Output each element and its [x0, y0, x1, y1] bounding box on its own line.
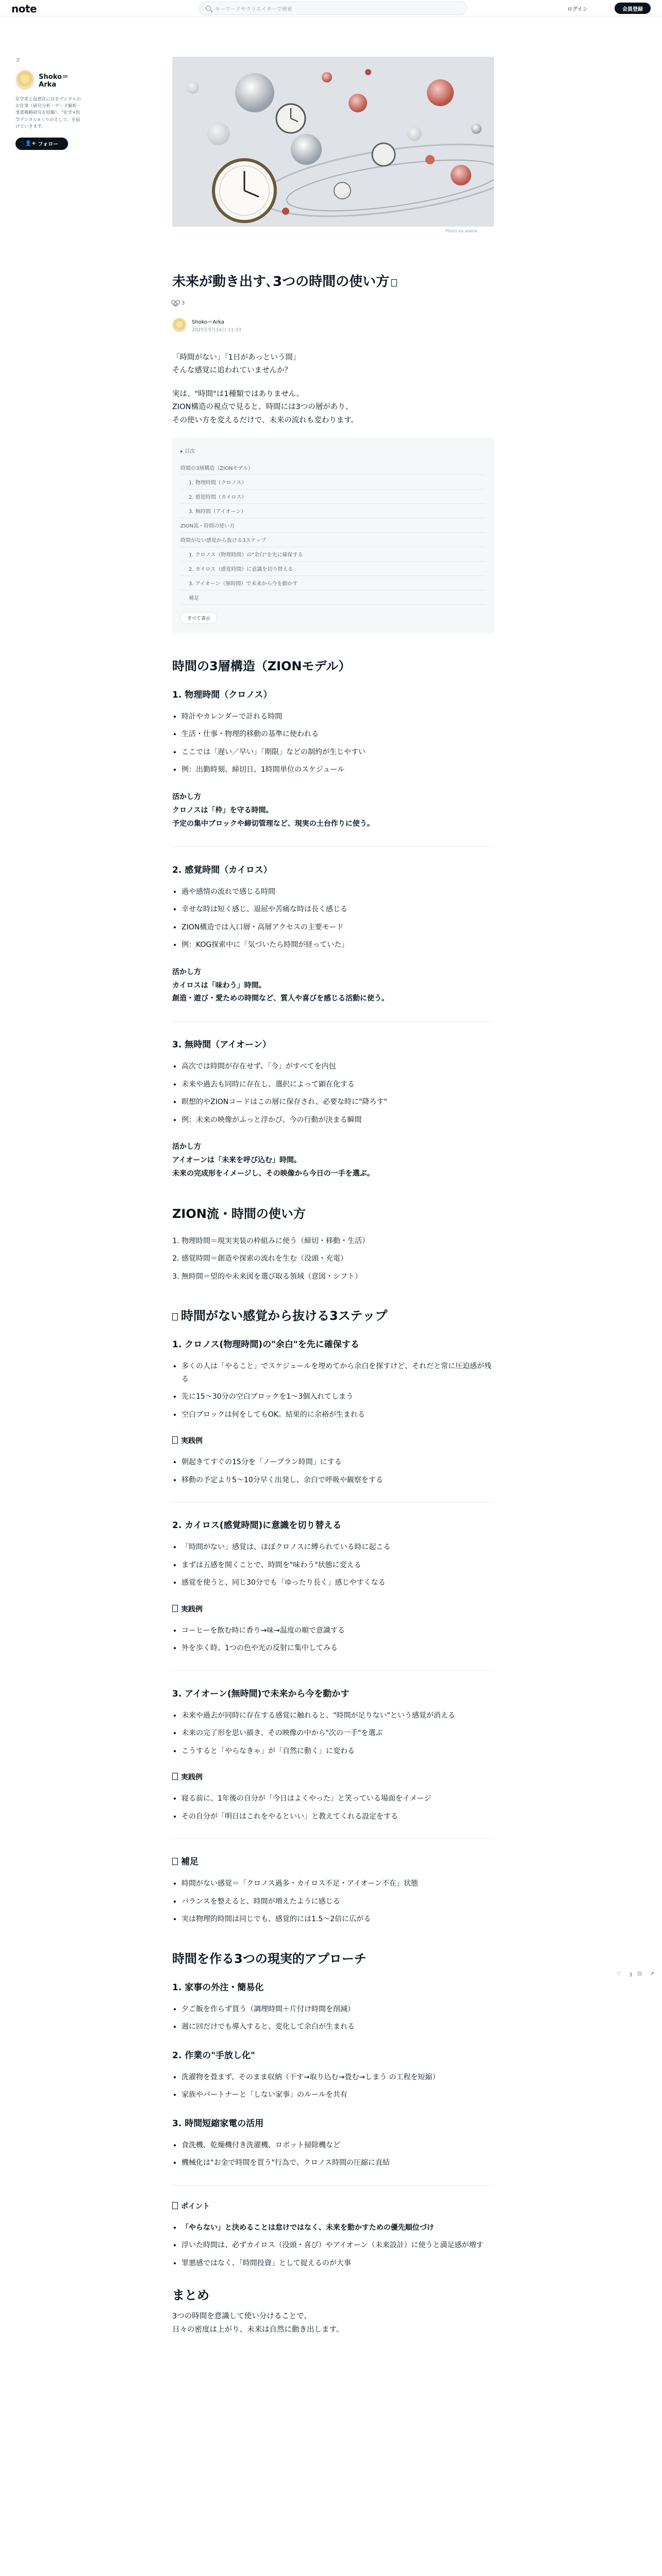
- example-label: 実践例: [181, 1437, 203, 1446]
- author-bio: 化学系と仮想化に目をデジタルのお仕事（研究分析・データ解析・事業戦略研究を経験）。"化学×医学デジタル×くりかえしで、を届けていきます。: [15, 97, 81, 129]
- list-item: • 食洗機、乾燥機付き洗濯機、ロボット掃除機など: [181, 2139, 494, 2152]
- follow-button[interactable]: [15, 138, 68, 150]
- list-item: • 例：未来の映像がふっと浮かび、今の行動が決まる瞬間: [181, 1114, 494, 1127]
- list-item: • 機械化は"お金で時間を買う"行為で、クロノス時間の圧縮に直結: [181, 2157, 494, 2170]
- list-item: • 洗濯物を畳まず、そのまま収納（干す→取り込む→畳む→しまう の工程を短縮）: [181, 2071, 494, 2084]
- list-item: • 瞑想的やZIONコードはこの層に保存され、必要な時に"降ろす": [181, 1096, 494, 1109]
- list-item: • バランスを整えると、時間が増えたように感じる: [181, 1895, 494, 1908]
- list-item: • まずは五感を開くことで、時間を"味わう"状態に変える: [181, 1559, 494, 1572]
- article-title-text: 未来が動き出す､3つの時間の使い方: [172, 274, 390, 290]
- photo-credit[interactable]: Photo by elaine: [445, 229, 477, 233]
- bullet-list: [181, 886, 494, 952]
- toc-item[interactable]: 補足: [180, 590, 486, 605]
- intro-paragraph-2: 実は、"時間"は1種類ではありません。 ZION構造の視点で見ると、時間には3つの層があり、 その使い方を変えるだけで、未来の流れも変わります。: [172, 389, 359, 425]
- byline-avatar[interactable]: [172, 318, 187, 332]
- list-item: • 未来や過去も同時に存在し、選択によって顕在化する: [181, 1078, 494, 1091]
- heart-icon[interactable]: ♡: [617, 1971, 621, 1977]
- list-item: • 多くの人は「やること」でスケジュールを埋めてから余白を探すけど、それだと常に圧迫感が残る: [181, 1360, 494, 1385]
- article: [172, 273, 494, 2347]
- author-name[interactable]: Shoko＝Arka: [39, 73, 69, 89]
- list-item: • ここでは「遅い／早い」「期限」などの制約が生じやすい: [181, 746, 494, 759]
- toc-item[interactable]: 3. アイオーン（無時間）で未来から今を動かす: [180, 576, 486, 590]
- search-input[interactable]: キーワードやクリエイターで検索: [215, 6, 292, 12]
- list-item-text: 「やらない」と決めることは怠けではなく、未来を動かすための優先順位づけ: [181, 2223, 434, 2232]
- subsection-heading: 3. 時間短縮家電の活用: [172, 2118, 264, 2129]
- note-logo[interactable]: note: [11, 3, 37, 15]
- section-heading-text: 時間がない感覚から抜ける3ステップ: [181, 1309, 388, 1324]
- byline-date: 2025年5月14日 11:33: [192, 328, 241, 333]
- list-item: • 「時間がない」感覚は、ほぼクロノスに縛られている時に起こる: [181, 1541, 494, 1554]
- list-item: • コーヒーを飲む時に香り→味→温度の順で意識する: [181, 1624, 494, 1637]
- top-header: [0, 0, 662, 16]
- subsection-heading: 3. アイオーン(無時間)で未来から今を動かす: [172, 1688, 350, 1699]
- howto-block: 活かし方 アイオーンは「未来を呼び込む」時間。 未来の完成形をイメージし、その映像から今日の一手を選ぶ。: [172, 1143, 374, 1178]
- point-heading: [172, 2201, 494, 2211]
- byline[interactable]: [172, 317, 494, 333]
- example-heading: [172, 1604, 494, 1614]
- divider: [172, 1021, 494, 1022]
- heart-icon[interactable]: [172, 300, 178, 306]
- follow-label: フォロー: [38, 142, 59, 148]
- bullet-list: [181, 2003, 494, 2033]
- divider: [172, 846, 494, 847]
- howto-block: 活かし方 カイロスは「味わう」時間。 創造・遊び・愛ための時間など、質人や喜びを感じる活動に使う。: [172, 968, 389, 1003]
- list-item: • 朝起きてすぐの15分を「ノープラン時間」にする: [181, 1456, 494, 1469]
- intro-paragraph-1: 「時間がない」「1日があっという間」 そんな感覚に追われていませんか？: [172, 353, 301, 375]
- bullet-list: [181, 1624, 494, 1655]
- subsection-heading: 2. カイロス(感覚時間)に意識を切り替える: [172, 1520, 342, 1531]
- list-item: • その自分が「明日はこれをやるといい」と教えてくれる設定をする: [181, 1810, 494, 1823]
- toc-item[interactable]: 3. 無時間（アイオーン）: [180, 504, 486, 518]
- list-item: • 未来の完了形を思い描き、その映像の中から"次の一手"を選ぶ: [181, 1727, 494, 1740]
- list-item: • こうすると「やらなきゃ」が「自然に動く」に変わる: [181, 1745, 494, 1758]
- share-icon[interactable]: ↗: [650, 1971, 654, 1977]
- howto-block: 活かし方 クロノスは「枠」を守る時間。 予定の集中ブロックや締切管理など、現実の土台作りに使う。: [172, 792, 374, 828]
- example-label: 実践例: [181, 1773, 203, 1782]
- bullet-list: [181, 2071, 494, 2102]
- bullet-list: [181, 1877, 494, 1926]
- login-button[interactable]: ログイン: [567, 6, 588, 12]
- toc-item[interactable]: 時間の3層構造（ZIONモデル）: [180, 461, 486, 475]
- note-heading: [172, 1854, 494, 1867]
- divider: [172, 1670, 494, 1671]
- toc-title: ▸ 目次: [180, 448, 195, 454]
- numbered-list: [181, 1235, 494, 1283]
- example-label: 実践例: [181, 1605, 203, 1614]
- glyph-placeholder-icon: [172, 1313, 178, 1320]
- section-heading: 時間を作る3つの現実的アプローチ: [172, 1951, 367, 1966]
- point-label: ポイント: [181, 2202, 210, 2211]
- toc-item[interactable]: 1. 物理時間（クロノス）: [180, 475, 486, 489]
- bullet-list: [181, 1060, 494, 1126]
- subsection-heading: 1. 家事の外注・簡易化: [172, 1982, 264, 1993]
- byline-name[interactable]: Shoko＝Arka: [192, 319, 225, 326]
- list-item: • 時計やカレンダーで計れる時間: [181, 710, 494, 723]
- list-item: • ZION構造では入口層・高層アクセスの主要モード: [181, 921, 494, 934]
- list-item: • 罪悪感ではなく、「時間投資」として捉えるのが大事: [181, 2257, 494, 2270]
- list-item: • 寝る前に、1年後の自分が「今日はよくやった」と笑っている場面をイメージ: [181, 1792, 494, 1805]
- glyph-placeholder-icon: [391, 279, 397, 286]
- bullet-list: [181, 1792, 494, 1823]
- list-item: [181, 2222, 494, 2234]
- summary-paragraph: 3つの時間を意識して使い分けることで、 日々の密度は上がり、未来は自然に動き出します。: [172, 2312, 344, 2334]
- floating-actions: [617, 1971, 657, 1978]
- section-heading: ZION流・時間の使い方: [172, 1206, 306, 1221]
- bullet-list: [181, 2222, 494, 2270]
- list-item: • 浮いた時間は、必ずカイロス（没頭・喜び）やアイオーン（未来設計）に使うと満足感が増す: [181, 2239, 494, 2252]
- like-row[interactable]: [172, 300, 494, 306]
- list-item: 3. 無時間＝望的や未来図を選び取る領域（意図・シフト）: [181, 1270, 494, 1283]
- bookmark-icon[interactable]: ⊡: [637, 1971, 642, 1977]
- list-item: • 例：出勤時刻、締切日、1時間単位のスケジュール: [181, 764, 494, 776]
- bullet-list: [181, 1360, 494, 1421]
- toc-item[interactable]: 2. 感覚時間（カイロス）: [180, 489, 486, 504]
- list-item: • 感覚を使うと、同じ30分でも「ゆったり長く」感じやすくなる: [181, 1577, 494, 1589]
- subsection-heading: 3. 無時間（アイオーン）: [172, 1040, 271, 1050]
- list-item: • 外を歩く時、1つの色や光の反射に集中してみる: [181, 1642, 494, 1655]
- bullet-list: [181, 2139, 494, 2170]
- glyph-placeholder-icon: [172, 2202, 178, 2209]
- author-sidebar: [15, 57, 82, 150]
- glyph-placeholder-icon: [172, 1436, 178, 1444]
- list-item: • 週に回だけでも導入すると、変化して余白が生まれる: [181, 2021, 494, 2033]
- toc-item[interactable]: 1. クロノス（物理時間）の"余白"を先に確保する: [180, 547, 486, 562]
- list-item: • 時間がない感覚＝「クロノス過多・カイロス不足・アイオーン不在」状態: [181, 1877, 494, 1890]
- list-item: • 空白ブロックは何をしてもOK。結果的に余裕が生まれる: [181, 1409, 494, 1421]
- subsection-heading: 2. 作業の"手放し化": [172, 2050, 255, 2061]
- list-item: • 幸せな時は短く感じ、退屈や苦痛な時は長く感じる: [181, 903, 494, 916]
- list-item: • 例：KOG探索中に「気づいたら時間が経っていた」: [181, 939, 494, 952]
- avatar[interactable]: [15, 70, 35, 90]
- toc-title-text: 目次: [185, 448, 195, 454]
- list-item: • 先に15〜30分の空白ブロックを1〜3個入れてしまう: [181, 1391, 494, 1403]
- section-heading: まとめ: [172, 2288, 209, 2303]
- signup-button[interactable]: 会員登録: [615, 3, 651, 14]
- toc-item[interactable]: ZION流・時間の使い方: [180, 518, 486, 533]
- list-item: • 夕ご飯を作らず買う（調理時間＋片付け時間を削減）: [181, 2003, 494, 2016]
- subsection-heading: 2. 感覚時間（カイロス）: [172, 865, 272, 875]
- list-item: • 生活・仕事・物理的移動の基準に使われる: [181, 728, 494, 741]
- list-item: 2. 感覚時間＝創造や探索の流れを生む（没頭・充電）: [181, 1252, 494, 1265]
- bullet-list: [181, 710, 494, 776]
- article-title: [172, 273, 494, 291]
- hero-image: [172, 57, 494, 227]
- subsection-heading: 1. クロノス(物理時間)の"余白"を先に確保する: [172, 1340, 359, 1350]
- list-item: • 過や感情の流れで感じる時間: [181, 886, 494, 899]
- section-heading: [172, 1306, 494, 1324]
- list-item: • 移動の予定より5〜10分早く出発し、余白で呼吸や観察をする: [181, 1474, 494, 1487]
- section-heading: 時間の3層構造（ZIONモデル）: [172, 658, 351, 673]
- toc-item[interactable]: 2. カイロス（感覚時間）に意識を切り替える: [180, 562, 486, 576]
- search-icon: [206, 6, 211, 11]
- hero-illustration: [172, 57, 494, 227]
- toc-show-all-button[interactable]: すべて表示: [180, 612, 217, 624]
- list-item: • 家族やパートナーと「しない家事」のルールを共有: [181, 2089, 494, 2102]
- subsection-heading: 1. 物理時間（クロノス）: [172, 689, 272, 700]
- example-heading: [172, 1435, 494, 1446]
- example-heading: [172, 1772, 494, 1782]
- list-item: • 未来や過去が同時に存在する感覚に触れると、"時間が足りない"という感覚が消える: [181, 1709, 494, 1722]
- list-item: • 実は物理的時間は同じでも、感覚的には1.5〜2倍に広がる: [181, 1913, 494, 1926]
- list-item: • 高次では時間が存在せず、「今」がすべてを内包: [181, 1060, 494, 1073]
- person-plus-icon: 👤+: [25, 141, 36, 147]
- bullet-list: [181, 1709, 494, 1758]
- glyph-placeholder-icon: [172, 1773, 178, 1780]
- like-count: 3: [181, 300, 185, 307]
- sidebar-author[interactable]: [15, 70, 82, 90]
- note-label: 補足: [181, 1857, 198, 1868]
- table-of-contents: [172, 437, 494, 633]
- bullet-list: [181, 1541, 494, 1589]
- sidebar-label: 著: [15, 58, 21, 63]
- bullet-list: [181, 1456, 494, 1486]
- glyph-placeholder-icon: [172, 1605, 178, 1612]
- divider: [172, 1838, 494, 1839]
- glyph-placeholder-icon: [172, 1858, 178, 1865]
- list-item: 1. 物理時間＝現実実装の枠組みに使う（締切・移動・生活）: [181, 1235, 494, 1248]
- toc-item[interactable]: 時間がない感覚から抜ける3ステップ: [180, 533, 486, 547]
- search-box[interactable]: [199, 2, 467, 15]
- float-like-count: 3: [629, 1972, 633, 1978]
